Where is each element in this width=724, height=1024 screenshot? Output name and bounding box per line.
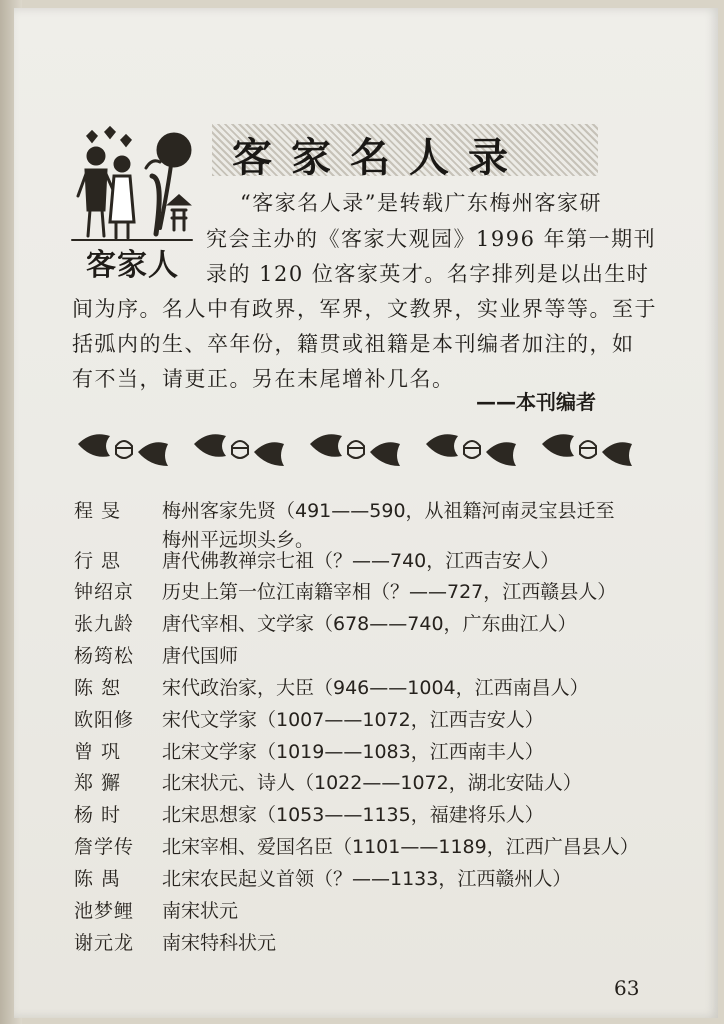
- person-description: 唐代国师: [162, 645, 239, 667]
- intro-line: 括弧内的生、卒年份，籍贯或祖籍是本刊编者加注的，如: [72, 332, 635, 356]
- person-description: 唐代佛教禅宗七祖（？——740，江西吉安人）: [162, 550, 560, 572]
- byline: ——本刊编者: [476, 390, 596, 414]
- person-name: 欧阳修: [74, 709, 135, 731]
- person-name: 杨 时: [74, 804, 122, 826]
- person-description: 南宋状元: [162, 900, 239, 922]
- person-description-continued: 梅州平远坝头乡。: [162, 529, 315, 551]
- person-name: 程 旻: [74, 500, 122, 522]
- person-description: 梅州客家先贤（491——590，从祖籍河南灵宝县迁至: [162, 500, 615, 522]
- page-number: 63: [614, 976, 640, 1000]
- logo-caption: 客家人: [86, 248, 179, 283]
- person-name: 陈 禺: [74, 868, 122, 890]
- person-name: 詹学传: [74, 836, 135, 858]
- person-description: 北宋思想家（1053——1135，福建将乐人）: [162, 804, 544, 826]
- person-name: 行 思: [74, 550, 122, 572]
- intro-line: 间为序。名人中有政界，军界，文教界，实业界等等。至于: [72, 297, 657, 321]
- leaf-acorn-ornament: [76, 426, 642, 470]
- intro-line: 有不当，请更正。另在末尾增补几名。: [72, 367, 455, 391]
- intro-line: 录的 120 位客家英才。名字排列是以出生时: [206, 262, 650, 286]
- person-description: 南宋特科状元: [162, 932, 277, 954]
- page-title: 客家名人录: [232, 134, 527, 181]
- person-name: 曾 巩: [74, 741, 122, 763]
- person-description: 历史上第一位江南籍宰相（？——727，江西赣县人）: [162, 581, 617, 603]
- person-name: 谢元龙: [74, 932, 135, 954]
- person-description: 北宋宰相、爱国名臣（1101——1189，江西广昌县人）: [162, 836, 639, 858]
- intro-line: 究会主办的《客家大观园》1996 年第一期刊: [206, 227, 657, 251]
- person-name: 杨筠松: [74, 645, 135, 667]
- person-name: 钟绍京: [74, 581, 135, 603]
- intro-line: “客家名人录”是转载广东梅州客家研: [240, 191, 602, 215]
- person-description: 宋代文学家（1007——1072，江西吉安人）: [162, 709, 544, 731]
- person-name: 池梦鲤: [74, 900, 135, 922]
- person-name: 张九龄: [74, 613, 135, 635]
- person-name: 郑 獬: [74, 772, 122, 794]
- person-description: 宋代政治家，大臣（946——1004，江西南昌人）: [162, 677, 589, 699]
- person-description: 北宋状元、诗人（1022——1072，湖北安陆人）: [162, 772, 582, 794]
- person-description: 北宋农民起义首领（？——1133，江西赣州人）: [162, 868, 572, 890]
- person-name: 陈 恕: [74, 677, 122, 699]
- person-description: 唐代宰相、文学家（678——740，广东曲江人）: [162, 613, 577, 635]
- person-description: 北宋文学家（1019——1083，江西南丰人）: [162, 741, 544, 763]
